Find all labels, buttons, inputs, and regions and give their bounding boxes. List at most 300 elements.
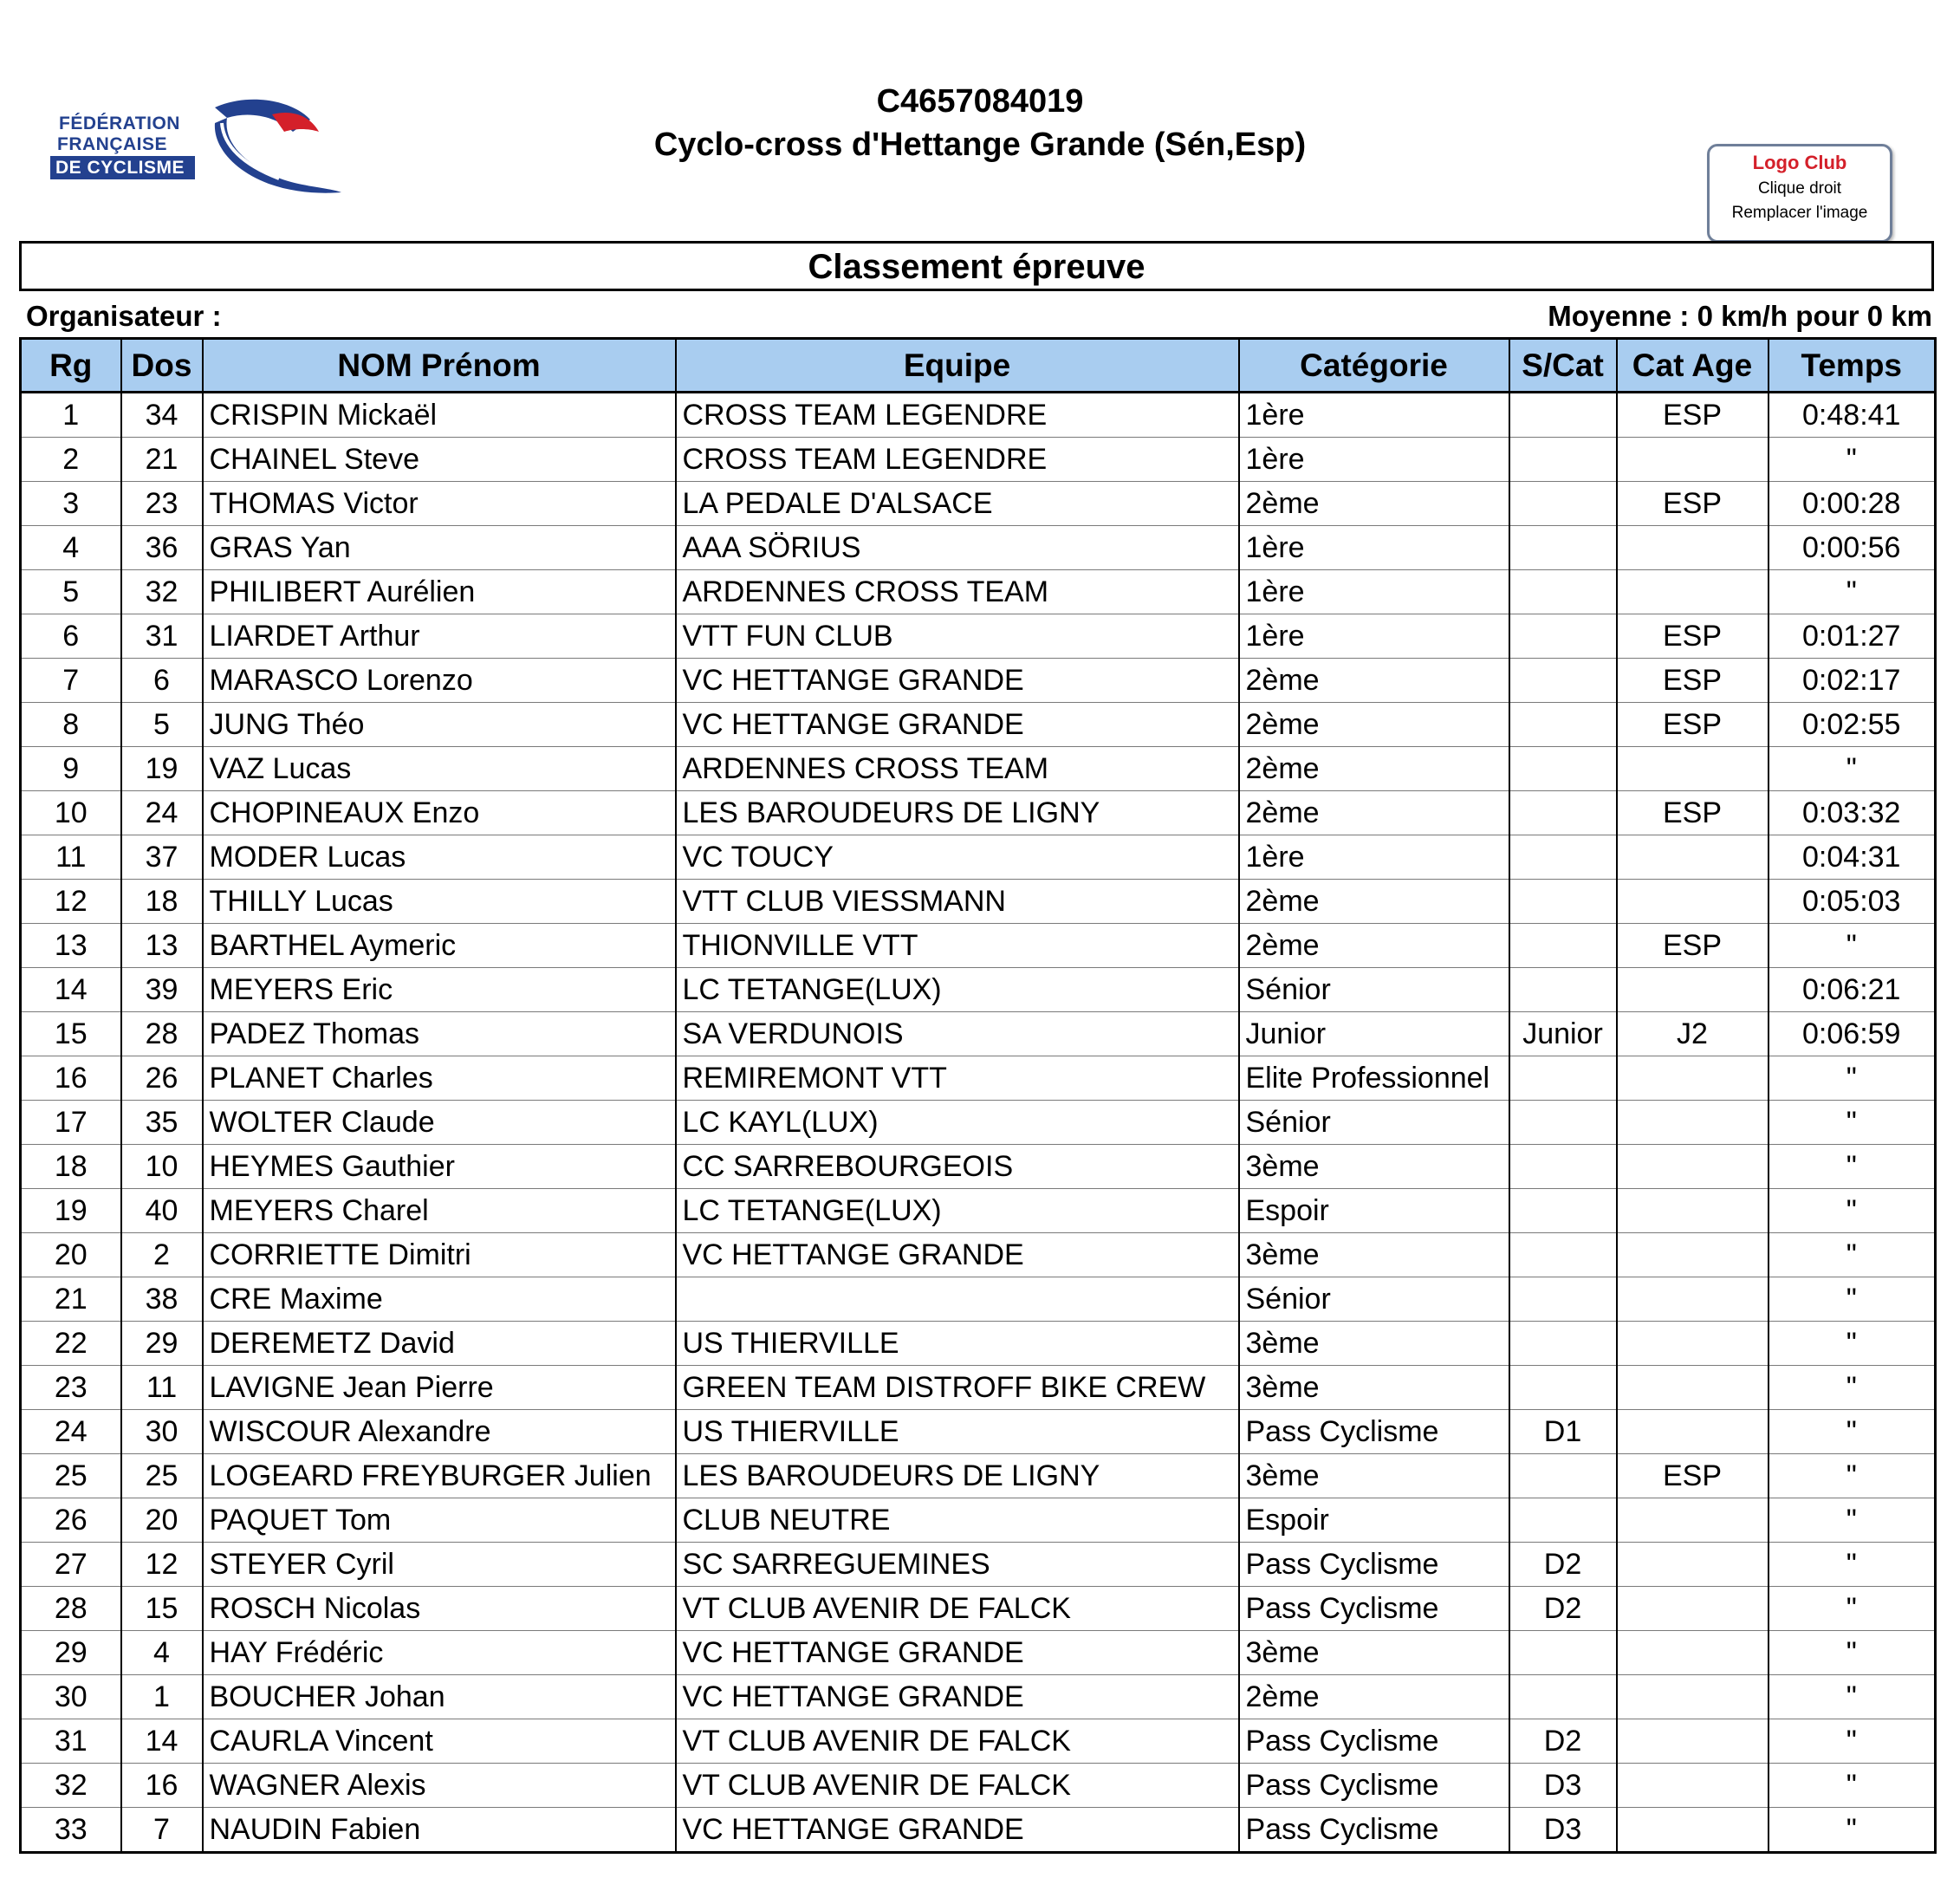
cell-name: PADEZ Thomas bbox=[203, 1012, 676, 1056]
cell-rank: 21 bbox=[21, 1277, 121, 1322]
cell-bib: 26 bbox=[121, 1056, 203, 1101]
cell-age-category bbox=[1617, 1322, 1769, 1366]
cell-team bbox=[676, 1277, 1239, 1322]
cell-age-category bbox=[1617, 1587, 1769, 1631]
table-row bbox=[21, 747, 1936, 791]
cell-bib: 39 bbox=[121, 968, 203, 1012]
cell-time: " bbox=[1769, 1719, 1936, 1764]
cell-subcategory: D2 bbox=[1509, 1543, 1617, 1587]
cell-name: LOGEARD FREYBURGER Julien bbox=[203, 1454, 676, 1498]
table-row bbox=[21, 1366, 1936, 1410]
table-row bbox=[21, 1454, 1936, 1498]
table-row bbox=[21, 791, 1936, 835]
cell-name: STEYER Cyril bbox=[203, 1543, 676, 1587]
column-header-team: Equipe bbox=[676, 339, 1239, 393]
table-row bbox=[21, 1498, 1936, 1543]
cell-time: 0:04:31 bbox=[1769, 835, 1936, 880]
cell-rank: 27 bbox=[21, 1543, 121, 1587]
club-logo-hint2: Remplacer l'image bbox=[1731, 204, 1868, 222]
cell-rank: 25 bbox=[21, 1454, 121, 1498]
cell-subcategory: D2 bbox=[1509, 1719, 1617, 1764]
table-row bbox=[21, 1764, 1936, 1808]
table-row bbox=[21, 835, 1936, 880]
cell-age-category bbox=[1617, 880, 1769, 924]
cell-category: 3ème bbox=[1239, 1233, 1509, 1277]
table-row bbox=[21, 1587, 1936, 1631]
cell-time: 0:00:56 bbox=[1769, 526, 1936, 570]
cell-rank: 11 bbox=[21, 835, 121, 880]
cell-name: HAY Frédéric bbox=[203, 1631, 676, 1675]
cell-bib: 29 bbox=[121, 1322, 203, 1366]
table-row bbox=[21, 659, 1936, 703]
cell-bib: 5 bbox=[121, 703, 203, 747]
cell-time: " bbox=[1769, 1543, 1936, 1587]
table-row bbox=[21, 1233, 1936, 1277]
cell-subcategory bbox=[1509, 526, 1617, 570]
cell-bib: 37 bbox=[121, 835, 203, 880]
cell-name: THILLY Lucas bbox=[203, 880, 676, 924]
cell-bib: 2 bbox=[121, 1233, 203, 1277]
cell-time: " bbox=[1769, 438, 1936, 482]
cell-category: 3ème bbox=[1239, 1631, 1509, 1675]
table-row bbox=[21, 1012, 1936, 1056]
cell-subcategory bbox=[1509, 438, 1617, 482]
cell-team: SA VERDUNOIS bbox=[676, 1012, 1239, 1056]
cell-subcategory bbox=[1509, 747, 1617, 791]
cell-time: " bbox=[1769, 1454, 1936, 1498]
cell-age-category bbox=[1617, 438, 1769, 482]
cell-age-category bbox=[1617, 1719, 1769, 1764]
cell-subcategory bbox=[1509, 1277, 1617, 1322]
cell-bib: 31 bbox=[121, 614, 203, 659]
cell-age-category: ESP bbox=[1617, 791, 1769, 835]
table-row bbox=[21, 1631, 1936, 1675]
table-row bbox=[21, 880, 1936, 924]
cell-time: 0:06:21 bbox=[1769, 968, 1936, 1012]
cell-time: " bbox=[1769, 1808, 1936, 1853]
cell-age-category bbox=[1617, 968, 1769, 1012]
cell-category: 1ère bbox=[1239, 614, 1509, 659]
cell-name: LIARDET Arthur bbox=[203, 614, 676, 659]
cell-subcategory: D1 bbox=[1509, 1410, 1617, 1454]
cell-rank: 30 bbox=[21, 1675, 121, 1719]
cell-time: " bbox=[1769, 747, 1936, 791]
cell-bib: 32 bbox=[121, 570, 203, 614]
cell-age-category: ESP bbox=[1617, 924, 1769, 968]
cell-name: CHAINEL Steve bbox=[203, 438, 676, 482]
cell-age-category bbox=[1617, 1145, 1769, 1189]
cell-age-category bbox=[1617, 1189, 1769, 1233]
cell-subcategory bbox=[1509, 1366, 1617, 1410]
cell-subcategory bbox=[1509, 570, 1617, 614]
cell-category: Elite Professionnel bbox=[1239, 1056, 1509, 1101]
cell-subcategory bbox=[1509, 1056, 1617, 1101]
cell-time: " bbox=[1769, 1056, 1936, 1101]
table-row bbox=[21, 1719, 1936, 1764]
cell-rank: 2 bbox=[21, 438, 121, 482]
cell-team: CROSS TEAM LEGENDRE bbox=[676, 393, 1239, 438]
cell-age-category: ESP bbox=[1617, 482, 1769, 526]
cell-age-category bbox=[1617, 1675, 1769, 1719]
cell-bib: 13 bbox=[121, 924, 203, 968]
cell-age-category bbox=[1617, 1498, 1769, 1543]
cell-age-category: ESP bbox=[1617, 703, 1769, 747]
cell-rank: 14 bbox=[21, 968, 121, 1012]
cell-subcategory bbox=[1509, 1498, 1617, 1543]
cell-subcategory bbox=[1509, 968, 1617, 1012]
table-row bbox=[21, 1056, 1936, 1101]
cell-category: 2ème bbox=[1239, 703, 1509, 747]
cell-team: CLUB NEUTRE bbox=[676, 1498, 1239, 1543]
club-logo-hint1: Clique droit bbox=[1757, 179, 1842, 198]
cell-category: Junior bbox=[1239, 1012, 1509, 1056]
cell-age-category bbox=[1617, 1233, 1769, 1277]
cell-name: JUNG Théo bbox=[203, 703, 676, 747]
club-logo-title: Logo Club bbox=[1752, 152, 1847, 173]
cell-rank: 29 bbox=[21, 1631, 121, 1675]
table-row bbox=[21, 968, 1936, 1012]
cell-name: MEYERS Charel bbox=[203, 1189, 676, 1233]
table-row bbox=[21, 614, 1936, 659]
cell-name: PAQUET Tom bbox=[203, 1498, 676, 1543]
column-header-time: Temps bbox=[1769, 339, 1936, 393]
cell-rank: 22 bbox=[21, 1322, 121, 1366]
cell-name: WISCOUR Alexandre bbox=[203, 1410, 676, 1454]
table-row bbox=[21, 1543, 1936, 1587]
cell-rank: 5 bbox=[21, 570, 121, 614]
cell-bib: 4 bbox=[121, 1631, 203, 1675]
cell-team: VT CLUB AVENIR DE FALCK bbox=[676, 1719, 1239, 1764]
cell-time: 0:02:17 bbox=[1769, 659, 1936, 703]
cell-category: 3ème bbox=[1239, 1322, 1509, 1366]
cell-bib: 1 bbox=[121, 1675, 203, 1719]
cell-time: " bbox=[1769, 1410, 1936, 1454]
column-header-subcategory: S/Cat bbox=[1509, 339, 1617, 393]
cell-team: VC TOUCY bbox=[676, 835, 1239, 880]
cell-bib: 11 bbox=[121, 1366, 203, 1410]
cell-age-category bbox=[1617, 1277, 1769, 1322]
cell-team: LA PEDALE D'ALSACE bbox=[676, 482, 1239, 526]
cell-rank: 12 bbox=[21, 880, 121, 924]
table-header-row bbox=[21, 339, 1936, 393]
cell-category: 1ère bbox=[1239, 526, 1509, 570]
cell-time: 0:05:03 bbox=[1769, 880, 1936, 924]
cell-category: Espoir bbox=[1239, 1498, 1509, 1543]
cell-rank: 1 bbox=[21, 393, 121, 438]
cell-team: REMIREMONT VTT bbox=[676, 1056, 1239, 1101]
cell-bib: 24 bbox=[121, 791, 203, 835]
cell-category: Pass Cyclisme bbox=[1239, 1410, 1509, 1454]
cell-subcategory bbox=[1509, 482, 1617, 526]
results-body bbox=[21, 393, 1936, 1853]
cell-age-category bbox=[1617, 1764, 1769, 1808]
cell-rank: 8 bbox=[21, 703, 121, 747]
cell-rank: 20 bbox=[21, 1233, 121, 1277]
cell-bib: 40 bbox=[121, 1189, 203, 1233]
cell-bib: 38 bbox=[121, 1277, 203, 1322]
table-row bbox=[21, 570, 1936, 614]
cell-subcategory: Junior bbox=[1509, 1012, 1617, 1056]
cell-team: AAA SÖRIUS bbox=[676, 526, 1239, 570]
cell-subcategory bbox=[1509, 1675, 1617, 1719]
cell-bib: 15 bbox=[121, 1587, 203, 1631]
table-row bbox=[21, 1101, 1936, 1145]
column-header-category: Catégorie bbox=[1239, 339, 1509, 393]
cell-team: VT CLUB AVENIR DE FALCK bbox=[676, 1587, 1239, 1631]
cell-team: THIONVILLE VTT bbox=[676, 924, 1239, 968]
average-speed: Moyenne : 0 km/h pour 0 km bbox=[1548, 300, 1932, 332]
organisateur-label: Organisateur : bbox=[26, 300, 222, 332]
cell-bib: 20 bbox=[121, 1498, 203, 1543]
cell-team: VC HETTANGE GRANDE bbox=[676, 1808, 1239, 1853]
cell-time: " bbox=[1769, 1101, 1936, 1145]
cell-team: VC HETTANGE GRANDE bbox=[676, 659, 1239, 703]
cell-age-category bbox=[1617, 526, 1769, 570]
cell-time: " bbox=[1769, 1498, 1936, 1543]
column-header-name: NOM Prénom bbox=[203, 339, 676, 393]
cell-name: PLANET Charles bbox=[203, 1056, 676, 1101]
cell-name: DEREMETZ David bbox=[203, 1322, 676, 1366]
cell-age-category bbox=[1617, 1056, 1769, 1101]
cell-age-category: J2 bbox=[1617, 1012, 1769, 1056]
cell-time: " bbox=[1769, 1233, 1936, 1277]
cell-rank: 7 bbox=[21, 659, 121, 703]
cell-rank: 26 bbox=[21, 1498, 121, 1543]
cell-subcategory: D3 bbox=[1509, 1808, 1617, 1853]
table-row bbox=[21, 438, 1936, 482]
cell-time: " bbox=[1769, 1631, 1936, 1675]
cell-time: " bbox=[1769, 1366, 1936, 1410]
column-header-rank: Rg bbox=[21, 339, 121, 393]
table-row bbox=[21, 703, 1936, 747]
cell-name: NAUDIN Fabien bbox=[203, 1808, 676, 1853]
cell-team: VC HETTANGE GRANDE bbox=[676, 1675, 1239, 1719]
cell-subcategory bbox=[1509, 1233, 1617, 1277]
cell-age-category bbox=[1617, 570, 1769, 614]
cell-age-category: ESP bbox=[1617, 659, 1769, 703]
cell-name: WOLTER Claude bbox=[203, 1101, 676, 1145]
ffc-logo-line1: FÉDÉRATION bbox=[59, 114, 180, 133]
cell-subcategory bbox=[1509, 1189, 1617, 1233]
cell-team: US THIERVILLE bbox=[676, 1410, 1239, 1454]
table-row bbox=[21, 482, 1936, 526]
cell-category: Espoir bbox=[1239, 1189, 1509, 1233]
cell-time: 0:06:59 bbox=[1769, 1012, 1936, 1056]
cell-rank: 31 bbox=[21, 1719, 121, 1764]
cell-age-category bbox=[1617, 1101, 1769, 1145]
cell-subcategory bbox=[1509, 659, 1617, 703]
cell-age-category bbox=[1617, 1631, 1769, 1675]
cell-time: " bbox=[1769, 1587, 1936, 1631]
cell-rank: 28 bbox=[21, 1587, 121, 1631]
table-row bbox=[21, 1675, 1936, 1719]
cell-subcategory bbox=[1509, 924, 1617, 968]
cell-category: Pass Cyclisme bbox=[1239, 1543, 1509, 1587]
cell-age-category bbox=[1617, 1543, 1769, 1587]
cell-name: VAZ Lucas bbox=[203, 747, 676, 791]
cell-team: LC KAYL(LUX) bbox=[676, 1101, 1239, 1145]
cell-team: GREEN TEAM DISTROFF BIKE CREW bbox=[676, 1366, 1239, 1410]
table-row bbox=[21, 1189, 1936, 1233]
cell-team: SC SARREGUEMINES bbox=[676, 1543, 1239, 1587]
cell-time: 0:02:55 bbox=[1769, 703, 1936, 747]
cell-age-category bbox=[1617, 1808, 1769, 1853]
cell-rank: 6 bbox=[21, 614, 121, 659]
cell-category: 2ème bbox=[1239, 482, 1509, 526]
cell-bib: 28 bbox=[121, 1012, 203, 1056]
cell-team: LC TETANGE(LUX) bbox=[676, 968, 1239, 1012]
cell-subcategory bbox=[1509, 880, 1617, 924]
cell-subcategory bbox=[1509, 791, 1617, 835]
ffc-logo-line3: DE CYCLISME bbox=[50, 156, 195, 179]
cell-bib: 23 bbox=[121, 482, 203, 526]
cell-team: VC HETTANGE GRANDE bbox=[676, 1631, 1239, 1675]
cell-subcategory bbox=[1509, 1454, 1617, 1498]
cell-rank: 10 bbox=[21, 791, 121, 835]
table-row bbox=[21, 1322, 1936, 1366]
cell-name: CORRIETTE Dimitri bbox=[203, 1233, 676, 1277]
cell-age-category: ESP bbox=[1617, 614, 1769, 659]
cell-category: Pass Cyclisme bbox=[1239, 1808, 1509, 1853]
table-row bbox=[21, 526, 1936, 570]
cell-bib: 25 bbox=[121, 1454, 203, 1498]
cell-rank: 32 bbox=[21, 1764, 121, 1808]
cell-bib: 12 bbox=[121, 1543, 203, 1587]
cell-team: VTT CLUB VIESSMANN bbox=[676, 880, 1239, 924]
cell-name: MARASCO Lorenzo bbox=[203, 659, 676, 703]
cell-team: ARDENNES CROSS TEAM bbox=[676, 747, 1239, 791]
cell-category: Pass Cyclisme bbox=[1239, 1587, 1509, 1631]
cell-category: 1ère bbox=[1239, 393, 1509, 438]
cell-team: VC HETTANGE GRANDE bbox=[676, 1233, 1239, 1277]
cell-age-category bbox=[1617, 1410, 1769, 1454]
cell-category: 2ème bbox=[1239, 880, 1509, 924]
cell-time: " bbox=[1769, 1322, 1936, 1366]
cell-name: CRE Maxime bbox=[203, 1277, 676, 1322]
cell-team: VT CLUB AVENIR DE FALCK bbox=[676, 1764, 1239, 1808]
cell-age-category: ESP bbox=[1617, 1454, 1769, 1498]
cell-team: ARDENNES CROSS TEAM bbox=[676, 570, 1239, 614]
cell-category: 1ère bbox=[1239, 570, 1509, 614]
cell-age-category bbox=[1617, 747, 1769, 791]
column-header-age-category: Cat Age bbox=[1617, 339, 1769, 393]
cell-name: THOMAS Victor bbox=[203, 482, 676, 526]
cell-category: Sénior bbox=[1239, 1277, 1509, 1322]
cell-rank: 15 bbox=[21, 1012, 121, 1056]
cell-name: MEYERS Eric bbox=[203, 968, 676, 1012]
cell-subcategory bbox=[1509, 703, 1617, 747]
cell-category: Pass Cyclisme bbox=[1239, 1719, 1509, 1764]
cell-bib: 21 bbox=[121, 438, 203, 482]
table-row bbox=[21, 1808, 1936, 1853]
cell-subcategory bbox=[1509, 1145, 1617, 1189]
cell-rank: 24 bbox=[21, 1410, 121, 1454]
table-row bbox=[21, 1410, 1936, 1454]
section-title: Classement épreuve bbox=[19, 241, 1934, 291]
cell-name: GRAS Yan bbox=[203, 526, 676, 570]
cell-bib: 34 bbox=[121, 393, 203, 438]
cell-time: 0:03:32 bbox=[1769, 791, 1936, 835]
table-row bbox=[21, 1277, 1936, 1322]
cell-category: 3ème bbox=[1239, 1145, 1509, 1189]
club-logo-placeholder[interactable] bbox=[1707, 144, 1892, 243]
cell-age-category bbox=[1617, 835, 1769, 880]
cell-name: BARTHEL Aymeric bbox=[203, 924, 676, 968]
cell-time: 0:00:28 bbox=[1769, 482, 1936, 526]
cell-time: 0:01:27 bbox=[1769, 614, 1936, 659]
cell-subcategory bbox=[1509, 1631, 1617, 1675]
cell-time: " bbox=[1769, 1189, 1936, 1233]
cell-category: 2ème bbox=[1239, 924, 1509, 968]
cell-rank: 4 bbox=[21, 526, 121, 570]
cell-age-category bbox=[1617, 1366, 1769, 1410]
column-header-bib: Dos bbox=[121, 339, 203, 393]
cell-category: Sénior bbox=[1239, 1101, 1509, 1145]
cell-subcategory bbox=[1509, 393, 1617, 438]
cell-name: MODER Lucas bbox=[203, 835, 676, 880]
cell-age-category: ESP bbox=[1617, 393, 1769, 438]
table-row bbox=[21, 924, 1936, 968]
cell-category: 2ème bbox=[1239, 659, 1509, 703]
cell-team: CROSS TEAM LEGENDRE bbox=[676, 438, 1239, 482]
cell-rank: 3 bbox=[21, 482, 121, 526]
cell-team: LC TETANGE(LUX) bbox=[676, 1189, 1239, 1233]
cell-name: BOUCHER Johan bbox=[203, 1675, 676, 1719]
cell-team: LES BAROUDEURS DE LIGNY bbox=[676, 791, 1239, 835]
cell-bib: 6 bbox=[121, 659, 203, 703]
cell-rank: 19 bbox=[21, 1189, 121, 1233]
cell-subcategory bbox=[1509, 835, 1617, 880]
cell-category: Pass Cyclisme bbox=[1239, 1764, 1509, 1808]
cell-category: Sénior bbox=[1239, 968, 1509, 1012]
cell-name: CHOPINEAUX Enzo bbox=[203, 791, 676, 835]
cell-rank: 13 bbox=[21, 924, 121, 968]
cell-time: " bbox=[1769, 1145, 1936, 1189]
cell-category: 2ème bbox=[1239, 1675, 1509, 1719]
results-table bbox=[19, 337, 1937, 1854]
cell-team: CC SARREBOURGEOIS bbox=[676, 1145, 1239, 1189]
cell-bib: 10 bbox=[121, 1145, 203, 1189]
cell-rank: 18 bbox=[21, 1145, 121, 1189]
cell-subcategory: D2 bbox=[1509, 1587, 1617, 1631]
cell-bib: 19 bbox=[121, 747, 203, 791]
cell-category: 1ère bbox=[1239, 835, 1509, 880]
ffc-logo-line2: FRANÇAISE bbox=[57, 134, 168, 154]
cell-time: " bbox=[1769, 924, 1936, 968]
cell-subcategory bbox=[1509, 614, 1617, 659]
cell-bib: 14 bbox=[121, 1719, 203, 1764]
table-row bbox=[21, 393, 1936, 438]
table-row bbox=[21, 1145, 1936, 1189]
cell-team: LES BAROUDEURS DE LIGNY bbox=[676, 1454, 1239, 1498]
cell-rank: 9 bbox=[21, 747, 121, 791]
cell-time: " bbox=[1769, 1675, 1936, 1719]
cell-rank: 33 bbox=[21, 1808, 121, 1853]
cell-time: " bbox=[1769, 1764, 1936, 1808]
cell-category: 2ème bbox=[1239, 791, 1509, 835]
cell-time: " bbox=[1769, 1277, 1936, 1322]
cell-bib: 18 bbox=[121, 880, 203, 924]
cell-bib: 36 bbox=[121, 526, 203, 570]
event-title: Cyclo-cross d'Hettange Grande (Sén,Esp) bbox=[653, 127, 1307, 163]
cell-name: CAURLA Vincent bbox=[203, 1719, 676, 1764]
cell-name: LAVIGNE Jean Pierre bbox=[203, 1366, 676, 1410]
cell-subcategory bbox=[1509, 1101, 1617, 1145]
cell-name: PHILIBERT Aurélien bbox=[203, 570, 676, 614]
cell-bib: 30 bbox=[121, 1410, 203, 1454]
cell-category: 2ème bbox=[1239, 747, 1509, 791]
cell-rank: 16 bbox=[21, 1056, 121, 1101]
